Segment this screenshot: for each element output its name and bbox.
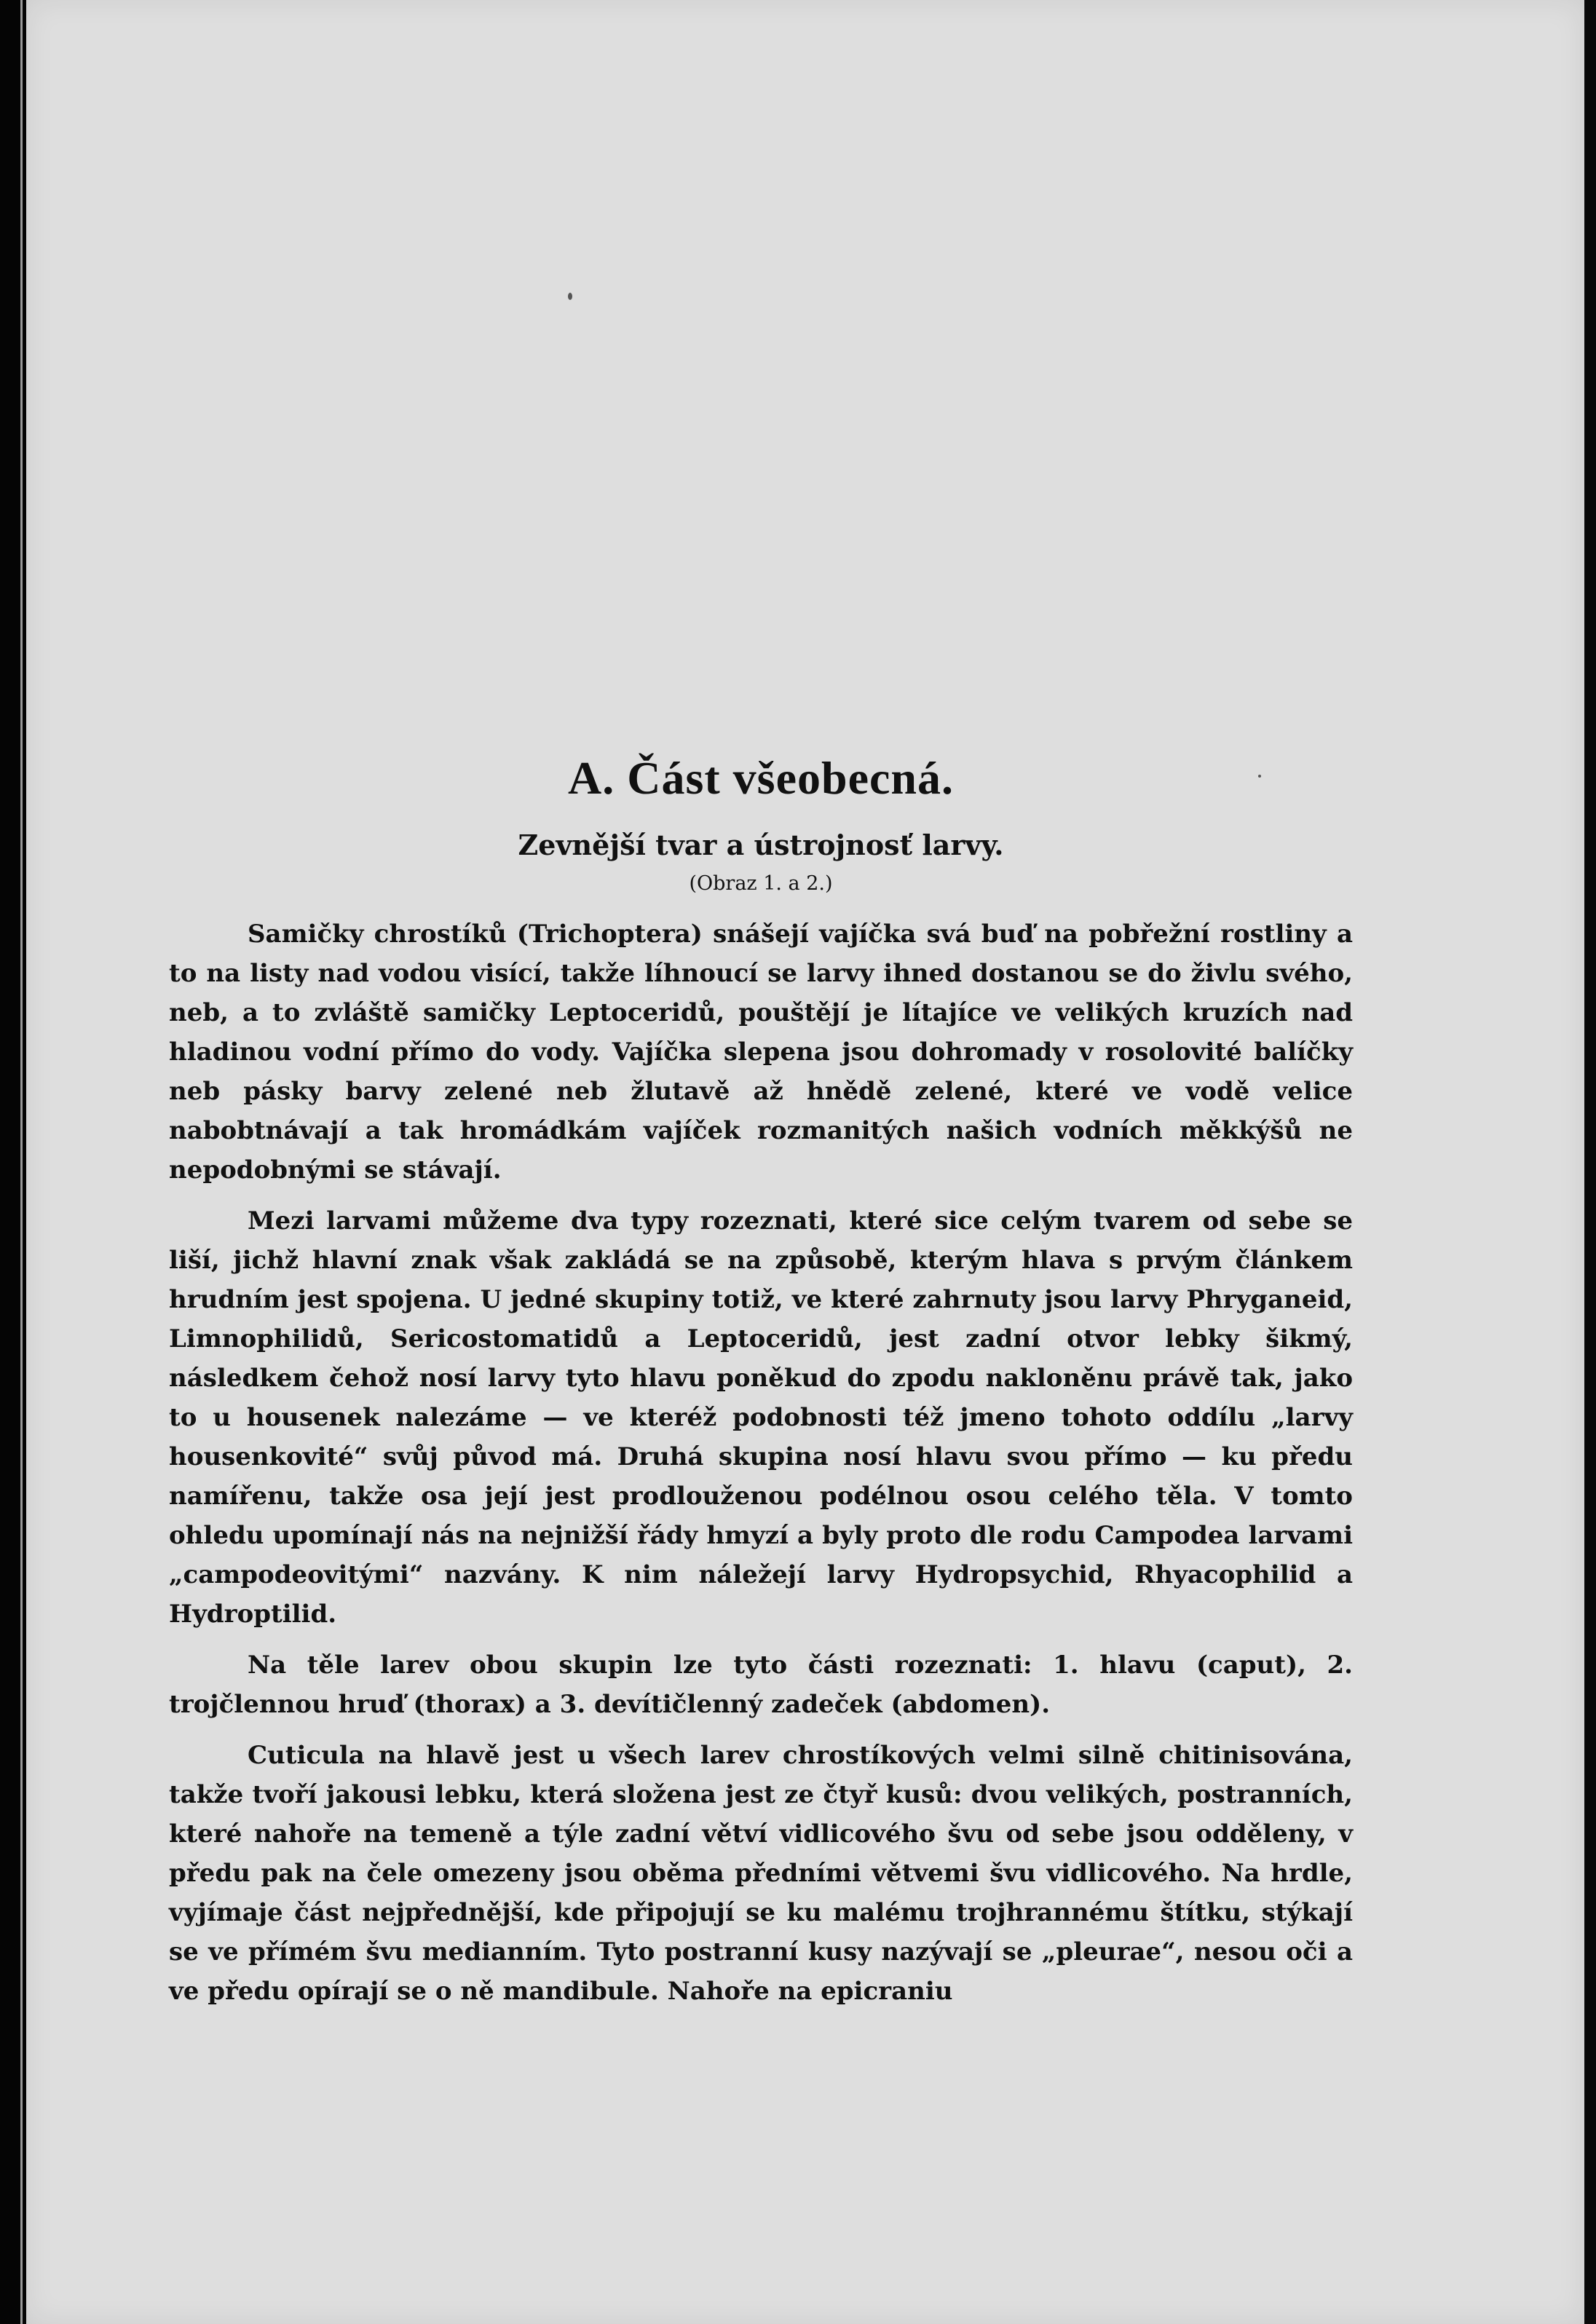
paragraph-1: Samičky chrostíků (Trichoptera) snášejí vajíčka svá buď na pobřežní rostliny a to na listy nad vodou visící, takže líhnoucí se larvy ihned dostanou se do živlu svého, neb, a to zvláště samičky Leptoceridů, pouštějí je lítajíce ve velikých kruzích nad hladinou vodní přímo do vody. Vajíčka slepena jsou dohromady v rosolovité balíčky neb pásky barvy zelené neb žlutavě až hnědě zelené, které ve vodě velice nabobtnávají a tak hromádkám vajíček rozmanitých našich vodních měkkýšů ne nepodobnými se stávají.: [169, 920, 1353, 1185]
section-subtitle: Zevnější tvar a ústrojnosť larvy.: [518, 829, 1004, 861]
paragraph-gap: [169, 1634, 1353, 1645]
paragraph-4: Cuticula na hlavě jest u všech larev chrostíkových velmi silně chitinisována, takže tvoří jakousi lebku, která složena jest ze čtyř kusů: dvou velikých, postranních, které nahoře na temeně a týle zadní větví vidlicového švu od sebe jsou odděleny, v předu pak na čele omezeny jsou oběma předními větvemi švu vidlicového. Na hrdle, vyjímaje část nejpřednější, kde připojují se ku malému trojhrannému štítku, stýkají se ve přímém švu medianním. Tyto postranní kusy nazývají se „pleurae“, nesou oči a ve předu opírají se o ně mandibule. Nahoře na epicraniu: [169, 1741, 1353, 2006]
paragraph-gap: [169, 1724, 1353, 1736]
section-title: A. Část všeobecná.: [568, 752, 954, 804]
paragraph-3: Na těle larev obou skupin lze tyto části rozeznati: 1. hlavu (caput), 2. trojčlennou hruď (thorax) a 3. devítičlenný zadeček (abdomen).: [169, 1651, 1353, 1719]
page-edge-line: [20, 0, 23, 2324]
paragraph-2: Mezi larvami můžeme dva typy rozeznati, které sice celým tvarem od sebe se liší, jichž hlavní znak však zakládá se na způsobě, kterým hlava s prvým článkem hrudním jest spojena. U jedné skupiny totiž, ve které zahrnuty jsou larvy Phryganeid, Limnophilidů, Sericostomatidů a Leptoceridů, jest zadní otvor lebky šikmý, následkem čehož nosí larvy tyto hlavu poněkud do zpodu nakloněnu právě tak, jako to u housenek nalezáme — ve kteréž podobnosti též jmeno tohoto oddílu „larvy housenkovité“ svůj původ má. Druhá skupina nosí hlavu svou přímo — ku předu namířenu, takže osa její jest prodlouženou podélnou osou celého těla. V tomto ohledu upomínají nás na nejnižší řády hmyzí a byly proto dle rodu Campodea larvami „campodeovitými“ nazvány. K nim náležejí larvy Hydropsychid, Rhyacophilid a Hydroptilid.: [169, 1206, 1353, 1629]
figure-reference: (Obraz 1. a 2.): [689, 872, 833, 895]
document-content: [169, 748, 1353, 2011]
paragraph-gap: [169, 1190, 1353, 1201]
scan-speck: [568, 293, 572, 300]
